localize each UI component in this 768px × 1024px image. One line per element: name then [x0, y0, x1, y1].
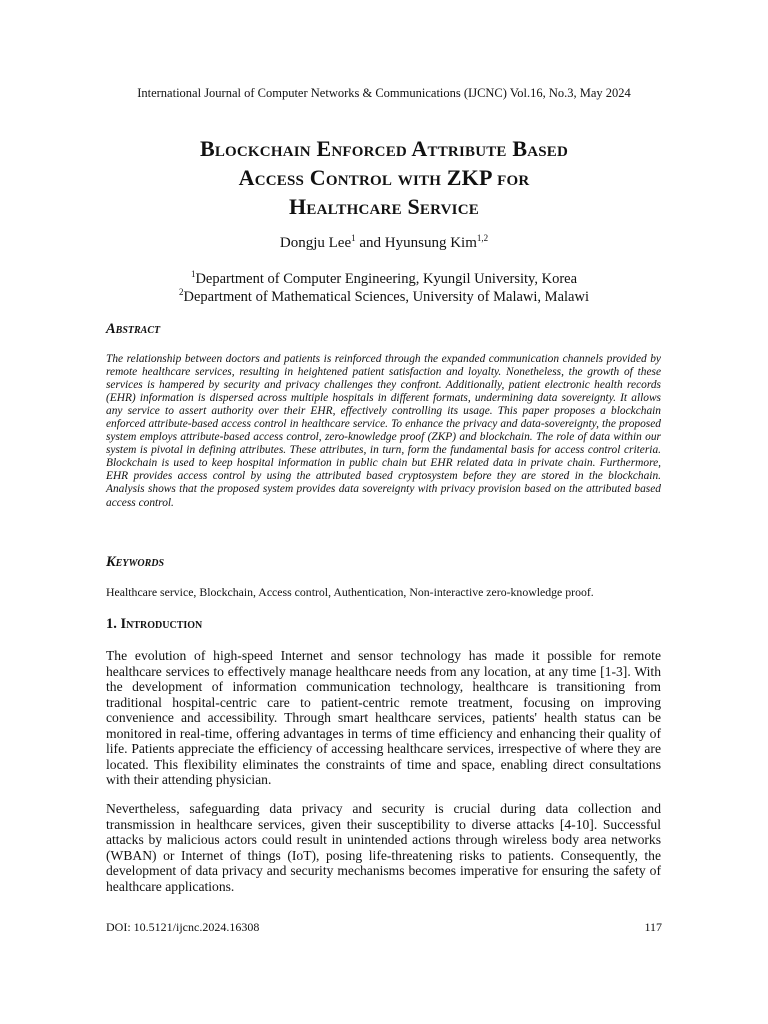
author-affiliation-mark: 1	[351, 233, 356, 243]
journal-header: International Journal of Computer Networks & Communications (IJCNC) Vol.16, No.3, May 2024	[137, 86, 631, 100]
introduction-paragraph: The evolution of high-speed Internet and sensor technology has made it possible for remote healthcare services to effectively manage healthcare needs from any location, at any time [1-3]. With the development of information communication technology, healthcare is transitioning from traditional hospital-centric care to patient-centric remote treatment, focusing on improving convenience and accessibility. Through smart healthcare services, patients' health status can be monitored in real-time, offering advantages in terms of time efficiency and enhancing their quality of life. Patients appreciate the efficiency of accessing healthcare services, irrespective of where they are located. This flexibility eliminates the constraints of time and space, enabling direct consultations with their attending physician.	[106, 648, 661, 787]
affiliation	[0, 271, 768, 288]
author-name: Dongju Lee	[279, 235, 352, 251]
affiliation-text: Department of Mathematical Sciences, University of Malawi, Malawi	[183, 289, 589, 305]
affiliation	[0, 289, 768, 306]
abstract-text: The relationship between doctors and patients is reinforced through the expanded communication channels provided by remote healthcare services, resulting in heightened patient satisfaction and loyalty. Nonetheless, the growth of these services is hampered by security and privacy challenges they confront. Additionally, patient electronic health records (EHR) information is dispersed across multiple hospitals in different formats, undermining data sovereignty. It allows any service to assert authority over their EHR, effectively controlling its usage. This paper proposes a blockchain enforced attribute-based access control in healthcare service. To enhance the privacy and data-sovereignty, the proposed system employs attribute-based access control, zero-knowledge proof (ZKP) and blockchain. The role of data within our system is pivotal in defining attributes. These attributes, in turn, form the fundamental basis for access control criteria. Blockchain is used to keep hospital information in public chain but EHR related data in private chain. Furthermore, EHR provides access control by using the attributed based cryptosystem before they are stored in the blockchain. Analysis shows that the proposed system provides data sovereignty with privacy provision based on the attributed based access control.	[106, 353, 661, 509]
affiliation-text: Department of Computer Engineering, Kyungil University, Korea	[195, 271, 578, 287]
keywords-text: Healthcare service, Blockchain, Access control, Authentication, Non-interactive zero-knowledge proof.	[106, 585, 594, 599]
affiliation-mark: 1	[190, 269, 196, 279]
author-name: Hyunsung Kim	[384, 235, 477, 251]
affiliation-mark: 2	[179, 287, 184, 297]
author-conjunction: and	[355, 235, 385, 251]
doi-footer: DOI: 10.5121/ijcnc.2024.16308	[106, 920, 260, 934]
author-list	[0, 235, 768, 252]
title-line: Access Control with ZKP for	[238, 165, 530, 190]
abstract-heading: Abstract	[106, 321, 161, 337]
author-affiliation-mark: 1,2	[476, 233, 489, 243]
introduction-paragraph: Nevertheless, safeguarding data privacy and security is crucial during data collection and transmission in healthcare services, given their susceptibility to diverse attacks [4-10]. Successful attacks by malicious actors could result in unintended actions through wireless body area networks (WBAN) or Internet of things (IoT), posing life-threatening risks to patients. Consequently, the development of data privacy and security mechanisms becomes imperative for ensuring the safety of healthcare applications.	[106, 801, 661, 894]
title-line: Blockchain Enforced Attribute Based	[199, 136, 569, 161]
title-line: Healthcare Service	[289, 194, 479, 219]
introduction-heading: 1. Introduction	[106, 616, 203, 632]
page-number: 117	[644, 920, 662, 934]
paper-title	[84, 134, 684, 221]
keywords-heading: Keywords	[106, 554, 165, 570]
